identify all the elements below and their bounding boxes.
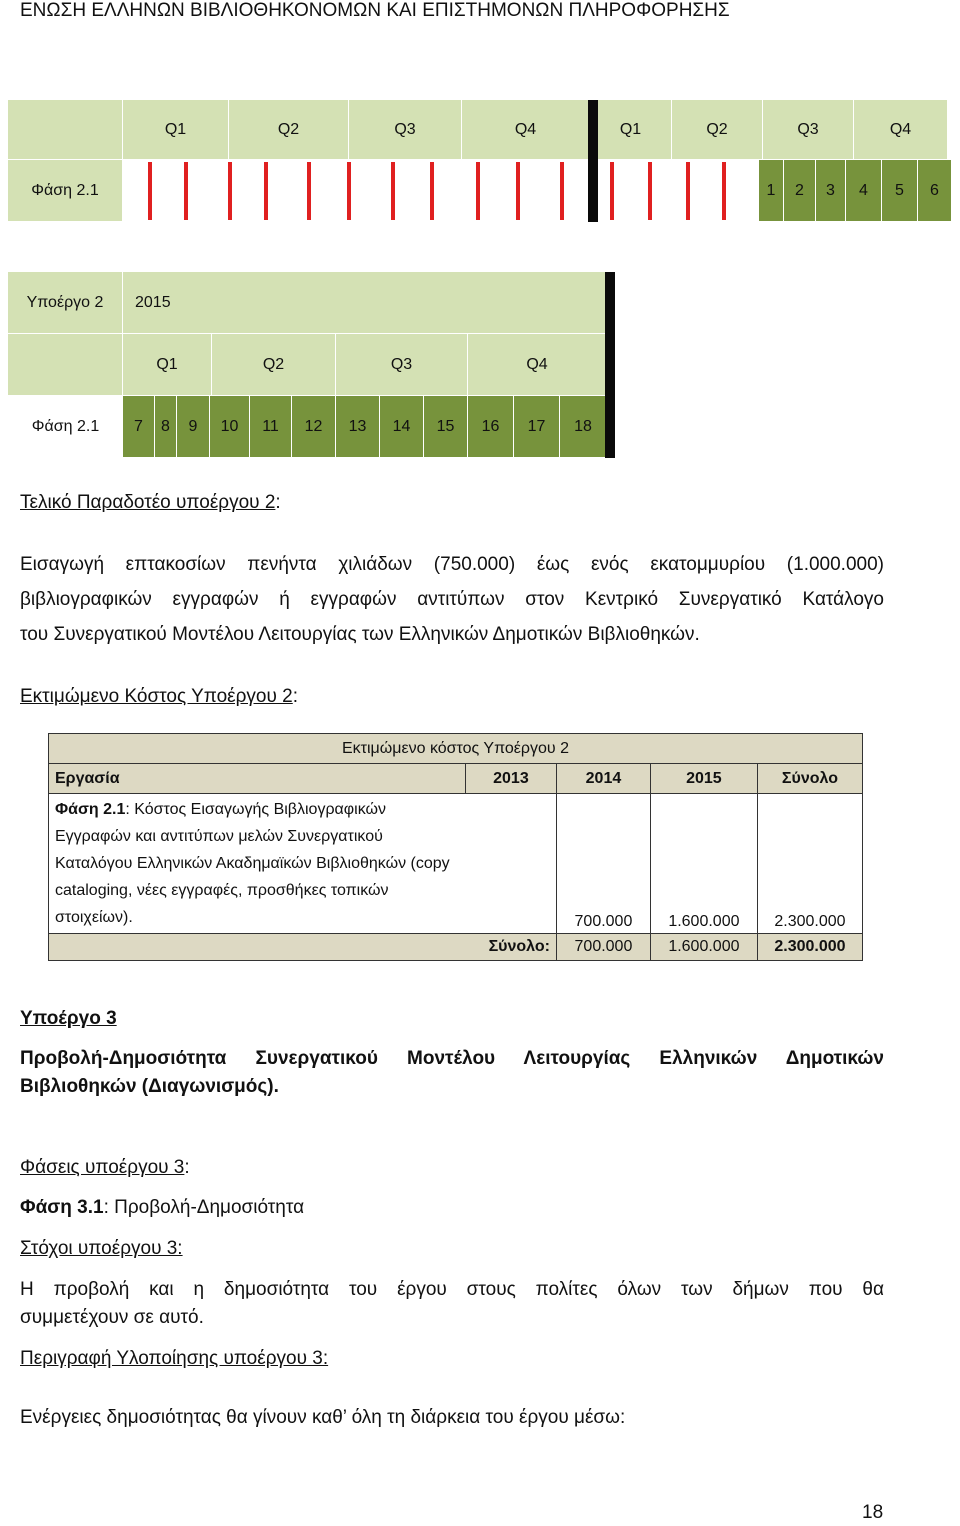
month-marker: [476, 162, 480, 220]
deliverable-heading: Τελικό Παραδοτέο υποέργου 2:: [20, 492, 281, 513]
total-value: 2.300.000: [757, 934, 862, 961]
document-header: ΕΝΩΣΗ ΕΛΛΗΝΩΝ ΒΙΒΛΙΟΘΗΚΟΝΟΜΩΝ ΚΑΙ ΕΠΙΣΤΗΜΟΝΩΝ ΠΛΗΡΟΦΟΡΗΣΗΣ: [20, 0, 730, 21]
phases-heading: Φάσεις υποέργου 3:: [20, 1157, 190, 1178]
table-row: [49, 794, 863, 934]
cost-heading: Εκτιμώμενο Κόστος Υποέργου 2:: [20, 686, 299, 707]
month-marker: [686, 162, 690, 220]
gantt-month: 16: [468, 396, 514, 458]
gantt-month: 9: [177, 396, 210, 458]
gantt-month: 2: [784, 160, 816, 222]
month-marker: [264, 162, 268, 220]
phase-3-1: Φάση 3.1: Προβολή-Δημοσιότητα: [20, 1197, 305, 1218]
gantt-month: 11: [250, 396, 292, 458]
implementation-heading: Περιγραφή Υλοποίησης υποέργου 3:: [20, 1348, 329, 1369]
gantt-month: 3: [816, 160, 846, 222]
gantt-corner-cell: [8, 100, 123, 160]
subproject-3-title: Προβολή-Δημοσιότητα Συνεργατικού Μοντέλου Λειτουργίας Ελληνικών Δημοτικών: [20, 1048, 884, 1069]
goals-text: Η προβολή και η δημοσιότητα του έργου στους πολίτες όλων των δήμων που θα: [20, 1279, 884, 1300]
month-marker: [148, 162, 152, 220]
page-number: 18: [862, 1502, 884, 1523]
goals-text: συμμετέχουν σε αυτό.: [20, 1307, 204, 1328]
cost-row-description: Φάση 2.1: Κόστος Εισαγωγής Βιβλιογραφικών Εγγραφών και αντιτύπων μελών Συνεργατικού Καταλόγου Ελληνικών Ακαδημαϊκών Βιβλιοθηκών (copy cataloging, νέες εγγραφές, προσθήκες τοπικών στοιχείων).: [49, 794, 466, 934]
gantt-quarter: Q1: [590, 100, 672, 160]
month-marker: [560, 162, 564, 220]
implementation-text: Ενέργειες δημοσιότητας θα γίνουν καθ’ όλη τη διάρκεια του έργου μέσω:: [20, 1407, 626, 1428]
gantt-quarter: Q4: [468, 334, 607, 396]
total-value: 700.000: [556, 934, 650, 961]
gantt-phase-label: Φάση 2.1: [8, 160, 123, 222]
gantt-month: 17: [514, 396, 560, 458]
total-label: Σύνολο:: [49, 934, 557, 961]
column-header: 2013: [465, 764, 556, 794]
gantt-quarter: Q3: [349, 100, 462, 160]
cost-value: 2.300.000: [757, 794, 862, 934]
gantt-month: 13: [336, 396, 380, 458]
gantt-chart-phase-2-1-second: [8, 272, 620, 458]
gantt-quarter: Q3: [336, 334, 468, 396]
cost-table: [48, 733, 863, 961]
gantt-month: 4: [846, 160, 882, 222]
month-marker: [228, 162, 232, 220]
column-header: 2014: [556, 764, 650, 794]
month-marker: [184, 162, 188, 220]
year-divider: [588, 100, 598, 222]
column-header: Σύνολο: [757, 764, 862, 794]
month-marker: [307, 162, 311, 220]
column-header: 2015: [650, 764, 757, 794]
total-value: 1.600.000: [650, 934, 757, 961]
cost-value: 1.600.000: [650, 794, 757, 934]
gantt-month: 8: [155, 396, 177, 458]
gantt-corner-cell: [8, 334, 123, 396]
goals-heading: Στόχοι υποέργου 3:: [20, 1238, 183, 1259]
subproject-3-heading: Υποέργο 3: [20, 1008, 117, 1029]
cost-table-title: Εκτιμώμενο κόστος Υποέργου 2: [49, 734, 863, 764]
gantt-quarter: Q2: [229, 100, 349, 160]
table-row-total: [49, 934, 863, 961]
gantt-month: 10: [210, 396, 250, 458]
gantt-subproject-label: Υποέργο 2: [8, 272, 123, 334]
gantt-quarter: Q4: [854, 100, 948, 160]
year-divider: [605, 272, 615, 458]
month-marker: [722, 162, 726, 220]
cost-value: 700.000: [556, 794, 650, 934]
gantt-quarter: Q2: [672, 100, 763, 160]
gantt-quarter: Q1: [123, 334, 212, 396]
month-marker: [391, 162, 395, 220]
column-header: Εργασία: [49, 764, 466, 794]
gantt-phase-label: Φάση 2.1: [8, 396, 123, 458]
gantt-month: 7: [123, 396, 155, 458]
gantt-quarter: Q4: [462, 100, 590, 160]
month-marker: [430, 162, 434, 220]
gantt-quarter: Q1: [123, 100, 229, 160]
deliverable-line: Εισαγωγή επτακοσίων πενήντα χιλιάδων (750.000) έως ενός εκατομμυρίου (1.000.000): [20, 554, 884, 575]
gantt-month: 5: [882, 160, 918, 222]
gantt-month: 18: [560, 396, 607, 458]
gantt-year-label: 2015: [123, 272, 607, 334]
gantt-empty-timeline: [123, 160, 759, 222]
gantt-chart-phase-2-1-first: [8, 100, 952, 222]
gantt-month: 15: [424, 396, 468, 458]
gantt-month: 6: [918, 160, 952, 222]
gantt-month: 14: [380, 396, 424, 458]
month-marker: [610, 162, 614, 220]
deliverable-line: του Συνεργατικού Μοντέλου Λειτουργίας των Ελληνικών Δημοτικών Βιβλιοθηκών.: [20, 624, 700, 645]
cost-value: [465, 794, 556, 934]
month-marker: [648, 162, 652, 220]
gantt-quarter: Q3: [763, 100, 854, 160]
gantt-quarter: Q2: [212, 334, 336, 396]
gantt-month: 12: [292, 396, 336, 458]
deliverable-line: βιβλιογραφικών εγγραφών ή εγγραφών αντιτύπων στον Κεντρικό Συνεργατικό Κατάλογο: [20, 589, 884, 610]
month-marker: [516, 162, 520, 220]
month-marker: [347, 162, 351, 220]
gantt-month: 1: [759, 160, 784, 222]
subproject-3-title: Βιβλιοθηκών (Διαγωνισμός).: [20, 1076, 279, 1097]
